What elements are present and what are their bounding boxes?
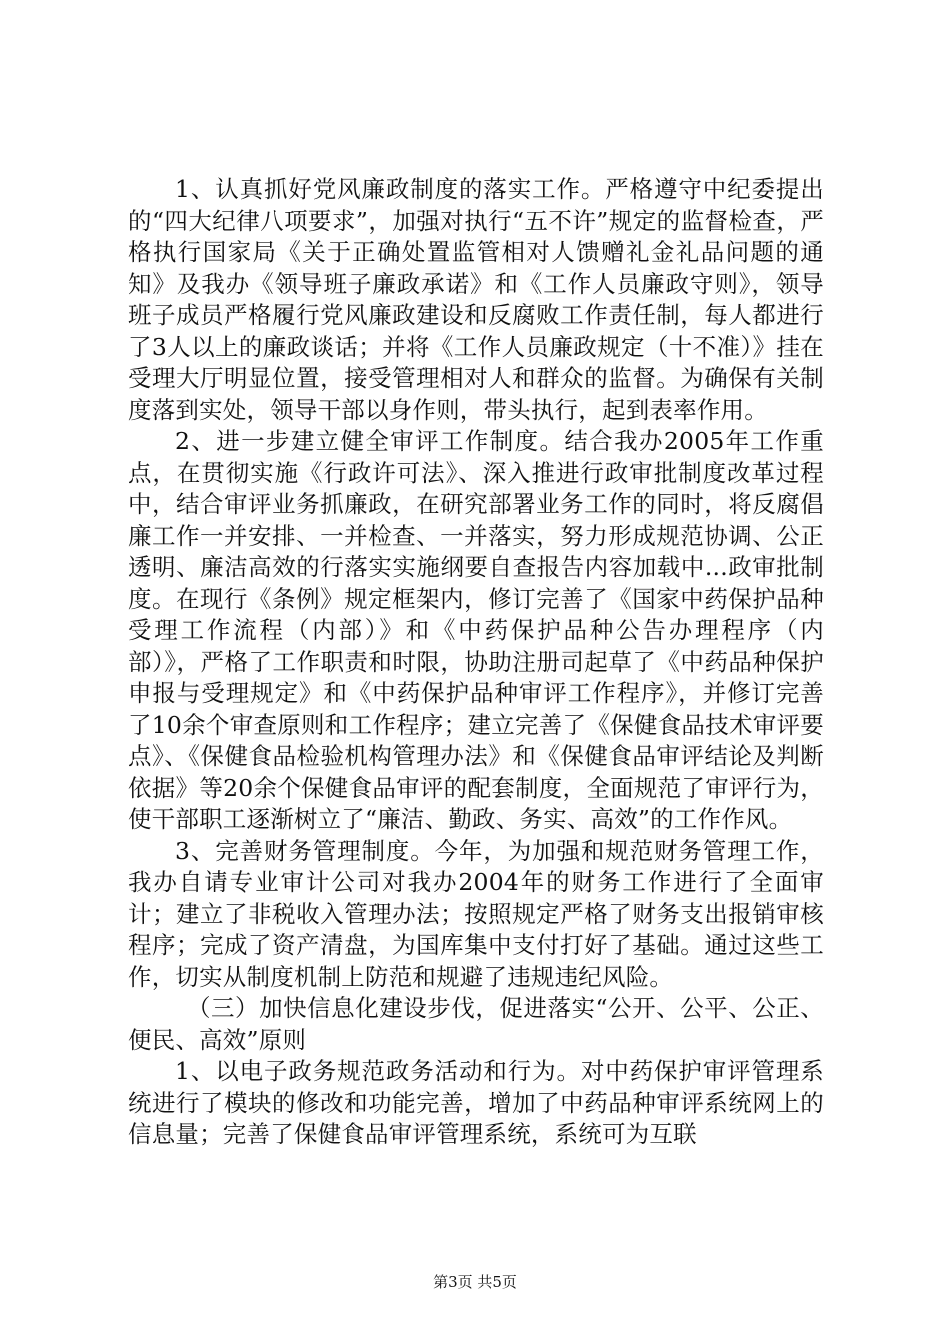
- document-body: [128, 174, 824, 1151]
- paragraph-e-government: 1、以电子政务规范政务活动和行为。对中药保护审评管理系统进行了模块的修改和功能完善，增加了中药品种审评系统网上的信息量；完善了保健食品审评管理系统，系统可为互联: [128, 1057, 824, 1148]
- paragraph-party-discipline: 1、认真抓好党风廉政制度的落实工作。严格遵守中纪委提出的“四大纪律八项要求”，加强对执行“五不许”规定的监督检查，严格执行国家局《关于正确处置监管相对人馈赠礼金礼品问题的通知》及我办《领导班子廉政承诺》和《工作人员廉政守则》，领导班子成员严格履行党风廉政建设和反腐败工作责任制，每人都进行了3人以上的廉政谈话；并将《工作人员廉政规定（十不准）》挂在受理大厅明显位置，接受管理相对人和群众的监督。为确保有关制度落到实处，领导干部以身作则，带头执行，起到表率作用。: [128, 175, 824, 424]
- section-heading-informatization: （三）加快信息化建设步伐，促进落实“公开、公平、公正、便民、高效”原则: [128, 994, 824, 1054]
- page-number-footer: 第3页 共5页: [433, 1273, 517, 1291]
- paragraph-finance-management: 3、完善财务管理制度。今年，为加强和规范财务管理工作，我办自请专业审计公司对我办2004年的财务工作进行了全面审计；建立了非税收入管理办法；按照规定严格了财务支出报销审核程序；完成了资产清盘，为国库集中支付打好了基础。通过这些工作，切实从制度机制上防范和规避了违规违纪风险。: [128, 836, 824, 991]
- paragraph-review-system: 2、进一步建立健全审评工作制度。结合我办2005年工作重点，在贯彻实施《行政许可法》、深入推进行政审批制度改革过程中，结合审评业务抓廉政，在研究部署业务工作的同时，将反腐倡廉工作一并安排、一并检查、一并落实，努力形成规范协调、公正透明、廉洁高效的行落实实施纲要自查报告内容加载中...政审批制度。在现行《条例》规定框架内，修订完善了《国家中药保护品种受理工作流程（内部）》和《中药保护品种公告办理程序（内部）》，严格了工作职责和时限，协助注册司起草了《中药品种保护申报与受理规定》和《中药保护品种审评工作程序》，并修订完善了10余个审查原则和工作程序；建立完善了《保健食品技术审评要点》、《保健食品检验机构管理办法》和《保健食品审评结论及判断依据》等20余个保健食品审评的配套制度，全面规范了审评行为，使干部职工逐渐树立了“廉洁、勤政、务实、高效”的工作作风。: [128, 427, 824, 833]
